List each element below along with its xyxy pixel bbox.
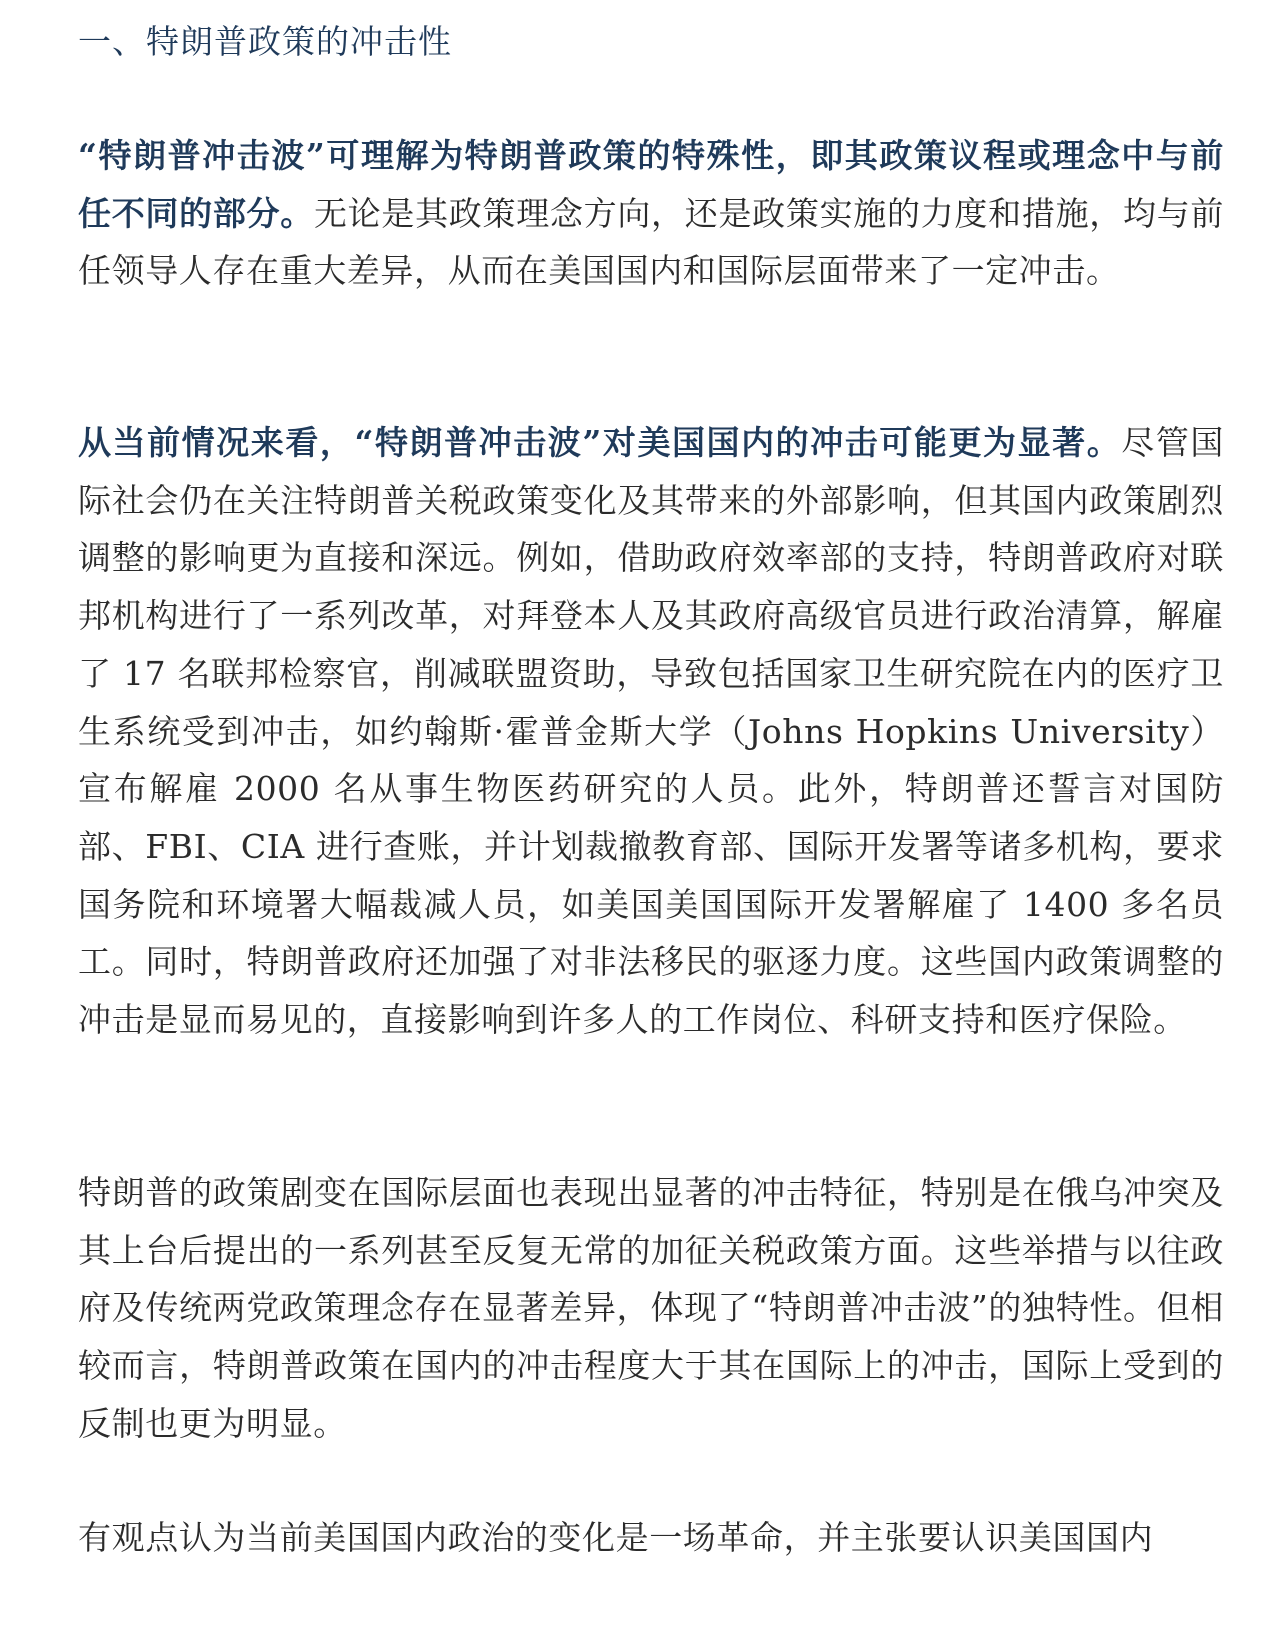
paragraph [78,1509,1224,1567]
paragraph-body: 尽管国际社会仍在关注特朗普关税政策变化及其带来的外部影响，但其国内政策剧烈调整的影响更为直接和深远。例如，借助政府效率部的支持，特朗普政府对联邦机构进行了一系列改革，对拜登本人及其政府高级官员进行政治清算，解雇了 17 名联邦检察官，削减联盟资助，导致包括国家卫生研究院在内的医疗卫生系统受到冲击，如约翰斯·霍普金斯大学（Johns Hopkins University）宣布解雇 2000 名从事生物医药研究的人员。此外，特朗普还誓言对国防部、FBI、CIA 进行查账，并计划裁撤教育部、国际开发署等诸多机构，要求国务院和环境署大幅裁减人员，如美国美国国际开发署解雇了 1400 多名员工。同时，特朗普政府还加强了对非法移民的驱逐力度。这些国内政策调整的冲击是显而易见的，直接影响到许多人的工作岗位、科研支持和医疗保险。 [78,423,1224,1040]
paragraph [78,414,1224,1049]
paragraph-lead: 从当前情况来看，“特朗普冲击波”对美国国内的冲击可能更为显著。 [78,423,1122,462]
paragraph-body: 特朗普的政策剧变在国际层面也表现出显著的冲击特征，特别是在俄乌冲突及其上台后提出的一系列甚至反复无常的加征关税政策方面。这些举措与以往政府及传统两党政策理念存在显著差异，体现了“特朗普冲击波”的独特性。但相较而言，特朗普政策在国内的冲击程度大于其在国际上的冲击，国际上受到的反制也更为明显。 [78,1173,1224,1443]
paragraph [78,127,1224,300]
section-heading: 一、特朗普政策的冲击性 [78,22,452,61]
paragraph-body: 有观点认为当前美国国内政治的变化是一场革命，并主张要认识美国国内 [78,1518,1154,1557]
paragraph-lead: “特朗普冲击波”可理解为特朗普政策的特殊性，即其政策议程或理念中与前任不同的部分。 [78,136,1224,233]
paragraph-body: 无论是其政策理念方向，还是政策实施的力度和措施，均与前任领导人存在重大差异，从而在美国国内和国际层面带来了一定冲击。 [78,193,1225,291]
paragraph [78,1164,1224,1453]
